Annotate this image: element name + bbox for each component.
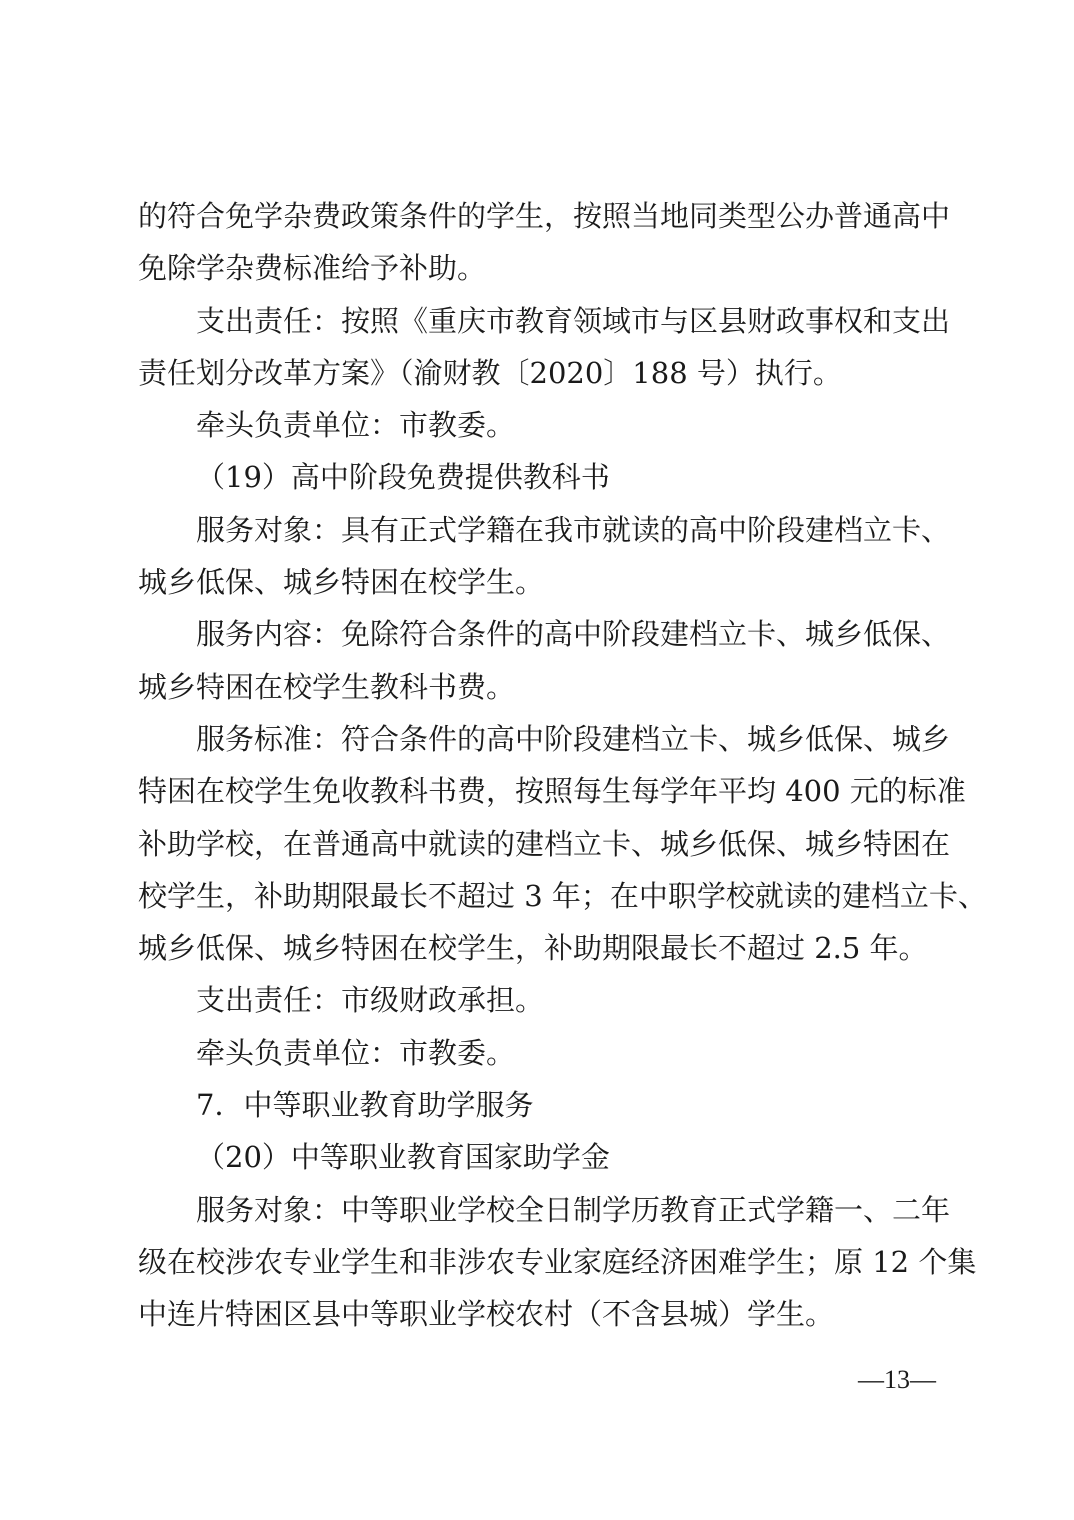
document-body (138, 190, 987, 1341)
text-line: 支出责任：市级财政承担。 (196, 983, 545, 1018)
text-line: 免除学杂费标准给予补助。 (138, 251, 487, 286)
text-line: 支出责任：按照《重庆市教育领域市与区县财政事权和支出 (196, 303, 951, 338)
text-line: 责任划分改革方案》（渝财教〔2020〕188 号）执行。 (138, 355, 842, 390)
text-line: 城乡特困在校学生教科书费。 (138, 669, 516, 704)
text-line: 补助学校，在普通高中就读的建档立卡、城乡低保、城乡特困在 (138, 826, 951, 861)
text-line: 城乡低保、城乡特困在校学生。 (138, 565, 545, 600)
text-line: 特困在校学生免收教科书费，按照每生每学年平均 400 元的标准 (138, 774, 966, 809)
text-line: 服务标准：符合条件的高中阶段建档立卡、城乡低保、城乡 (196, 721, 951, 756)
text-line: 服务内容：免除符合条件的高中阶段建档立卡、城乡低保、 (196, 617, 951, 652)
text-line: 级在校涉农专业学生和非涉农专业家庭经济困难学生；原 12 个集 (138, 1244, 977, 1279)
page-number: —13— (858, 1365, 936, 1394)
text-line: 中连片特困区县中等职业学校农村（不含县城）学生。 (138, 1297, 835, 1332)
text-line: 城乡低保、城乡特困在校学生，补助期限最长不超过 2.5 年。 (138, 931, 928, 966)
text-line: 的符合免学杂费政策条件的学生，按照当地同类型公办普通高中 (138, 199, 951, 233)
section-heading: 7．中等职业教育助学服务 (196, 1088, 534, 1123)
text-line: 牵头负责单位：市教委。 (196, 1035, 516, 1070)
text-line: 校学生，补助期限最长不超过 3 年；在中职学校就读的建档立卡、 (138, 878, 987, 913)
text-line: 牵头负责单位：市教委。 (196, 408, 516, 443)
text-line: 服务对象：具有正式学籍在我市就读的高中阶段建档立卡、 (196, 512, 951, 547)
text-line: 服务对象：中等职业学校全日制学历教育正式学籍一、二年 (196, 1192, 951, 1227)
section-heading: （20）中等职业教育国家助学金 (196, 1140, 610, 1175)
section-heading: （19）高中阶段免费提供教科书 (196, 460, 610, 495)
